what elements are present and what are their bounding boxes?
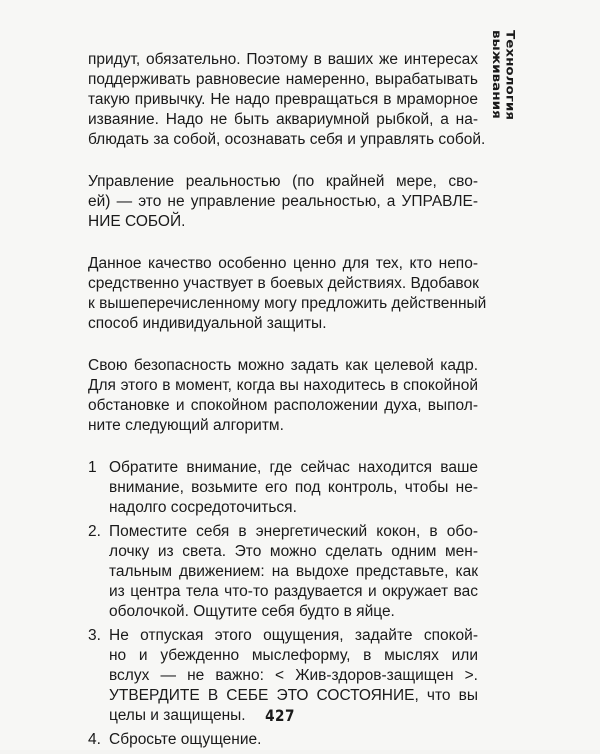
paragraph-4 xyxy=(88,356,478,436)
text-line: обстановке и спокойном расположении духа, выпол- xyxy=(88,397,478,414)
text-line: тальным движением: на выдохе представьте, как xyxy=(109,563,478,580)
text-line: вслух — не важно: < Жив-здоров-защищен >. xyxy=(109,667,478,684)
text-line: Для этого в момент, когда вы находитесь в спокойной xyxy=(88,377,478,394)
paragraph-1 xyxy=(88,50,486,150)
text-line: Обратите внимание, где сейчас находится ваше xyxy=(109,459,478,476)
text-line: Данное качество особенно ценно для тех, кто непо- xyxy=(88,255,478,272)
text-line: из центра тела что-то раздувается и окружает вас xyxy=(109,583,478,600)
text-line: поддерживать равновесие намеренно, вырабатывать xyxy=(88,71,478,88)
step-number: 2. xyxy=(88,523,101,540)
step-number: 4. xyxy=(88,731,101,748)
text-line: надолго сосредоточиться. xyxy=(109,499,297,516)
text-line: средственно участвует в боевых действиях. Вдобавок xyxy=(88,275,479,292)
step-4 xyxy=(88,730,478,750)
text-line: оболочкой. Ощутите себя будто в яйце. xyxy=(109,603,395,620)
paragraph-3 xyxy=(88,254,487,334)
page-body xyxy=(88,50,487,754)
text-line: изваяние. Надо не быть аквариумной рыбкой, а на- xyxy=(88,111,478,128)
text-line: целы и защищены. xyxy=(109,707,246,724)
text-line: такую привычку. Не надо превращаться в мраморное xyxy=(88,91,478,108)
text-line: к вышеперечисленному могу предложить действенный xyxy=(88,295,487,312)
step-number: 3. xyxy=(88,627,101,644)
text-line: способ индивидуальной защиты. xyxy=(88,315,327,332)
text-line: Не отпуская этого ощущения, задайте спокой- xyxy=(109,627,478,644)
paragraph-2 xyxy=(88,172,478,232)
running-head: Технология выживания xyxy=(489,30,517,121)
text-line: НИЕ СОБОЙ. xyxy=(88,213,186,230)
text-line: но и убежденно мыслеформу, в мыслях или xyxy=(109,647,478,664)
step-2 xyxy=(88,522,478,622)
text-line: ей) — это не управление реальностью, а УПРАВЛЕ- xyxy=(88,193,478,210)
text-line: внимание, возьмите его под контроль, чтобы не- xyxy=(109,479,478,496)
text-line: придут, обязательно. Поэтому в ваших же интересах xyxy=(88,51,478,68)
text-line: Управление реальностью (по крайней мере, сво- xyxy=(88,173,478,190)
text-line: блюдать за собой, осознавать себя и управлять собой. xyxy=(88,131,486,148)
page-number: 427 xyxy=(265,706,295,725)
text-line: Свою безопасность можно задать как целевой кадр. xyxy=(88,357,478,374)
text-line: Поместите себя в энергетический кокон, в обо- xyxy=(109,523,478,540)
step-1 xyxy=(88,458,478,518)
text-line: Сбросьте ощущение. xyxy=(109,731,262,748)
text-line: лочку из света. Это можно сделать одним мен- xyxy=(109,543,478,560)
step-number: 1 xyxy=(88,459,97,476)
text-line: УТВЕРДИТЕ В СЕБЕ ЭТО СОСТОЯНИЕ, что вы xyxy=(109,687,478,704)
text-line: ните следующий алгоритм. xyxy=(88,417,284,434)
